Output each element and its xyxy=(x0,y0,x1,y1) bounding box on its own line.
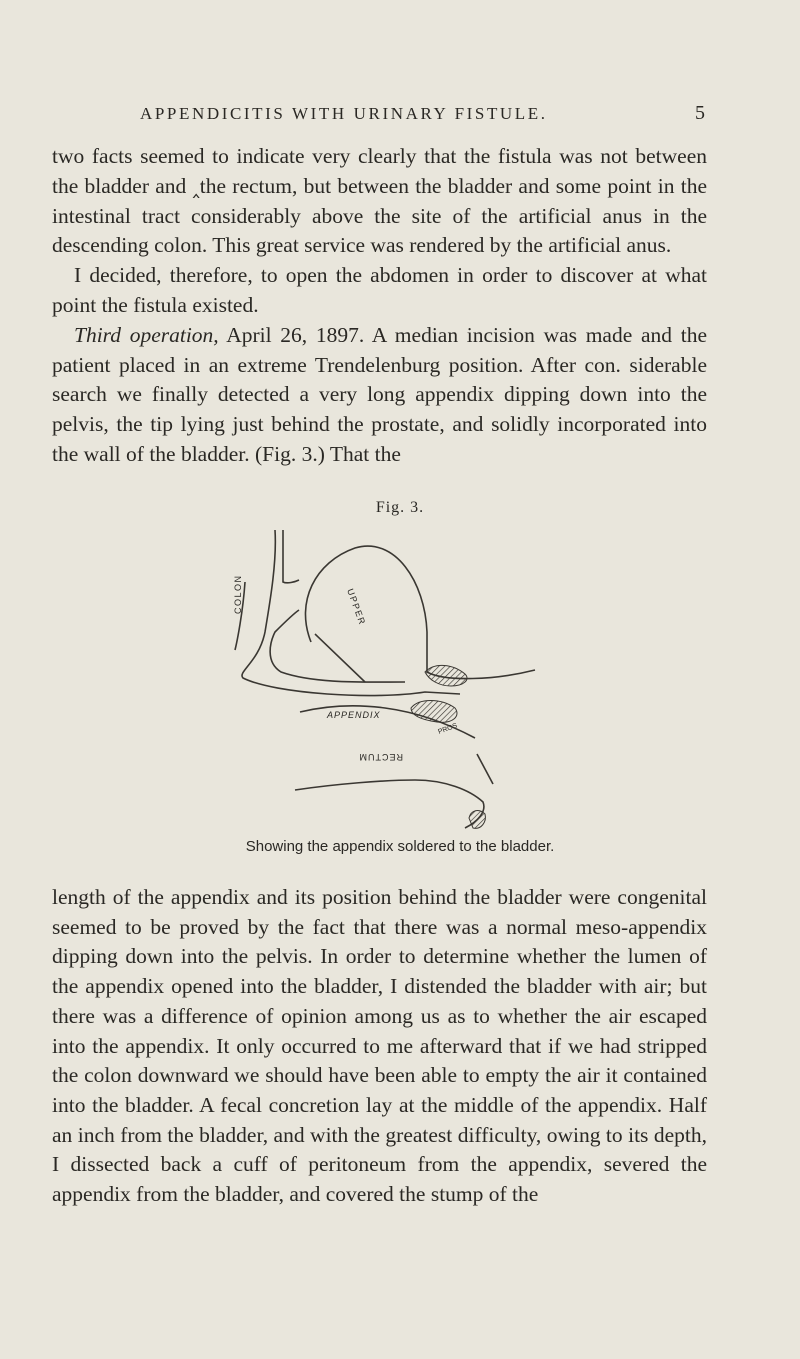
tip-hatched xyxy=(469,811,485,829)
paragraph-text: April 26, 1897. A median incision was made and the patient placed in an extreme Trendelenburg position. After con. siderable search we finally detected a very long appendix dipping down into the pelvis, the tip lying just behind the prostate, and solidly incorporated into the wall of the bladder. (Fig. 3.) That the xyxy=(52,322,707,466)
upper-label: UPPER xyxy=(345,587,368,627)
body-text-top xyxy=(52,142,707,470)
page-number: 5 xyxy=(695,102,705,124)
paragraph: two facts seemed to indicate very clearly that the fistula was not between the bladder and ‸the rectum, but between the bladder and some point in the intestinal tract considerably above the site of the artificial anus in the descending colon. This great service was rendered by the artificial anus. xyxy=(52,144,707,258)
figure-caption: Showing the appendix soldered to the bladder. xyxy=(245,838,555,855)
prostate-label: PROS xyxy=(437,722,459,736)
colon-inner-wall xyxy=(235,530,299,650)
body-text-bottom xyxy=(52,883,707,1210)
appendix-hatched xyxy=(425,665,467,686)
running-title: APPENDICITIS WITH URINARY FISTULE. xyxy=(140,104,548,123)
appendix-label: APPENDIX xyxy=(327,710,381,720)
prostate-hatched xyxy=(411,701,457,723)
paragraph: length of the appendix and its position behind the bladder were congenital seemed to be proved by the fact that there was a normal meso-appendix dipping down into the pelvis. In order to determine whether the lumen of the appendix opened into the bladder, I distended the bladder with air; but there was a difference of opinion among us as to whether the air escaped into the appendix. It only occurred to me afterward that if we had stripped the colon downward we should have been able to empty the air it contained into the bladder. A fecal concretion lay at the middle of the appendix. Half an inch from the bladder, and with the greatest difficulty, owing to its depth, I dissected back a cuff of peritoneum from the appendix, severed the appendix from the bladder, and covered the stump of the xyxy=(52,885,707,1207)
figure-label: Fig. 3. xyxy=(375,499,425,516)
anatomical-figure xyxy=(215,522,575,834)
paragraph: I decided, therefore, to open the abdomen in order to discover at what point the fistula existed. xyxy=(52,263,707,317)
paragraph xyxy=(52,321,707,470)
rectum-label: RECTUM xyxy=(358,752,403,762)
operation-heading: Third operation, xyxy=(74,322,219,347)
colon-label: COLON xyxy=(233,574,243,614)
bladder-inner xyxy=(315,634,365,682)
